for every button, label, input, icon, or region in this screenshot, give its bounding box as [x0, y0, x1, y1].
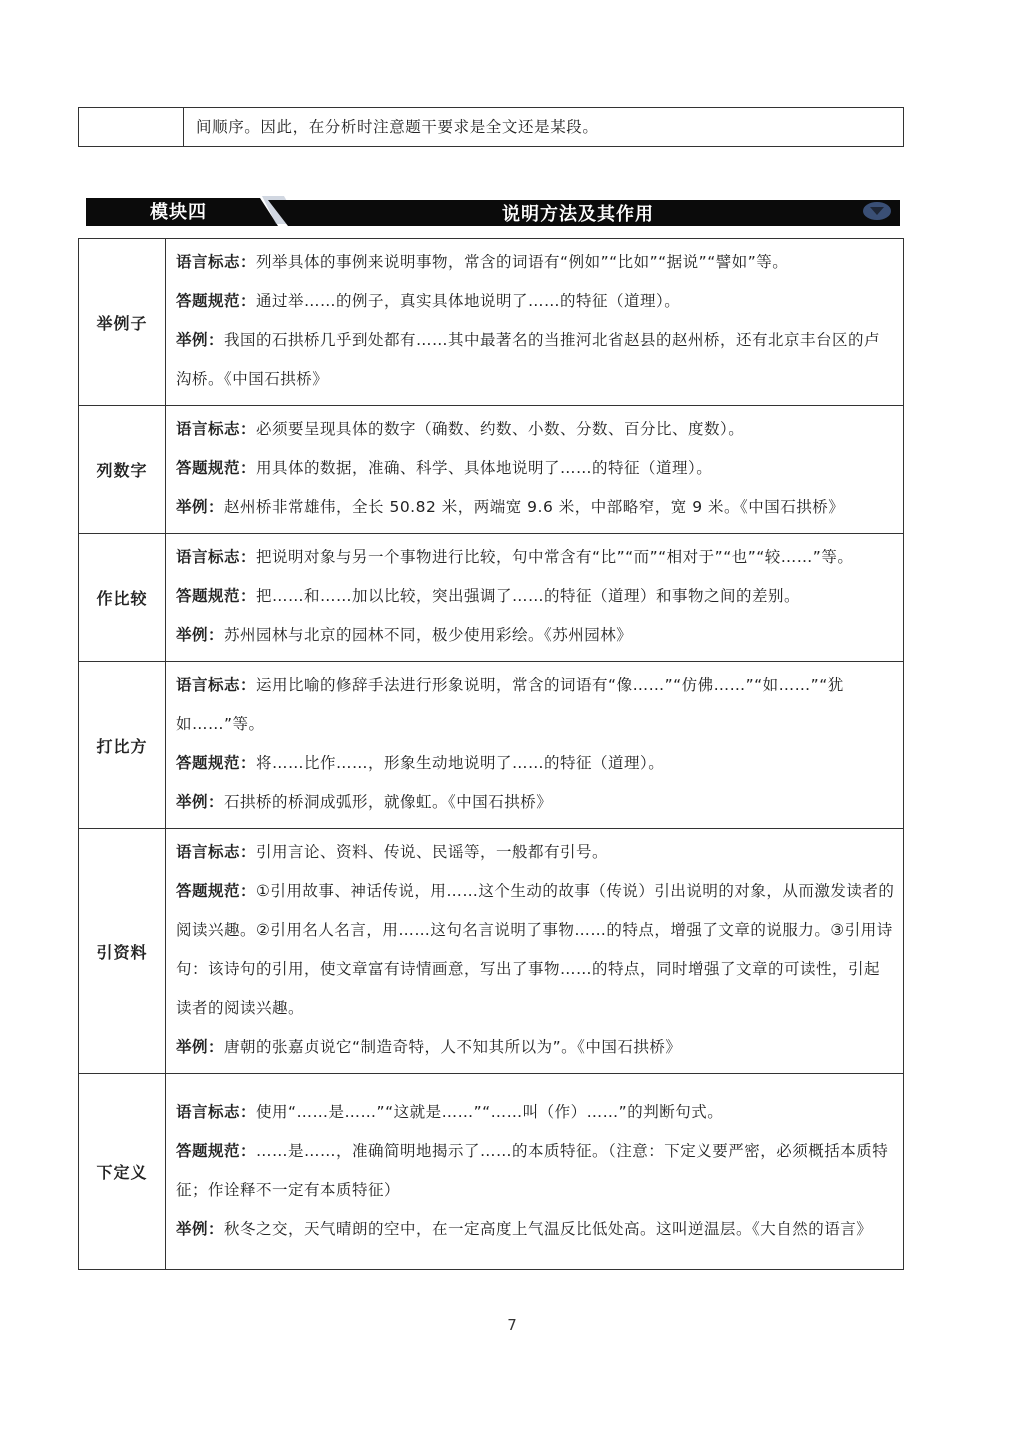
table-row [79, 534, 904, 662]
page-number: 7 [507, 1316, 517, 1334]
method-content [166, 1074, 904, 1270]
banner-background [86, 194, 900, 230]
continued-text: 间顺序。因此，在分析时注意题干要求是全文还是某段。 [196, 118, 599, 136]
list-item: 语言标志：运用比喻的修辞手法进行形象说明，常含的词语有“像……”“仿佛……”“如……”“犹如……”等。 [176, 676, 844, 733]
list-item: 举例：石拱桥的桥洞成弧形，就像虹。《中国石拱桥》 [176, 793, 553, 811]
list-item: 举例：唐朝的张嘉贞说它“制造奇特，人不知其所以为”。《中国石拱桥》 [176, 1038, 682, 1056]
module-title: 说明方法及其作用 [502, 204, 654, 225]
list-item: 语言标志：引用言论、资料、传说、民谣等，一般都有引号。 [176, 843, 609, 861]
method-label: 作比较 [79, 534, 166, 662]
table-row [79, 662, 904, 829]
method-content [166, 829, 904, 1074]
list-item: 答题规范：①引用故事、神话传说，用……这个生动的故事（传说）引出说明的对象，从而激发读者的阅读兴趣。②引用名人名言，用……这句名言说明了事物……的特点，增强了文章的说服力。③引用诗句：该诗句的引用，使文章富有诗情画意，写出了事物……的特点，同时增强了文章的可读性，引起读者的阅读兴趣。 [176, 882, 895, 1017]
methods-table [78, 238, 904, 1270]
table-row [79, 239, 904, 406]
method-content [166, 239, 904, 406]
method-label: 列数字 [79, 406, 166, 534]
list-item: 举例：赵州桥非常雄伟，全长 50.82 米，两端宽 9.6 米，中部略窄，宽 9 米。《中国石拱桥》 [176, 498, 845, 516]
list-item: 答题规范：用具体的数据，准确、科学、具体地说明了……的特征（道理）。 [176, 459, 713, 477]
list-item: 语言标志：必须要呈现具体的数字（确数、约数、小数、分数、百分比、度数）。 [176, 420, 745, 438]
list-item: 答题规范：通过举……的例子，真实具体地说明了……的特征（道理）。 [176, 292, 681, 310]
table-row [79, 1074, 904, 1270]
method-content [166, 406, 904, 534]
list-item: 语言标志：列举具体的事例来说明事物，常含的词语有“例如”“比如”“据说”“譬如”等。 [176, 253, 789, 271]
list-item: 语言标志：使用“……是……”“这就是……”“……叫（作）……”的判断句式。 [176, 1102, 724, 1121]
list-item: 举例：我国的石拱桥几乎到处都有……其中最著名的当推河北省赵县的赵州桥，还有北京丰台区的卢沟桥。《中国石拱桥》 [176, 331, 881, 388]
list-item: 答题规范：把……和……加以比较，突出强调了……的特征（道理）和事物之间的差别。 [176, 587, 801, 605]
table-row [79, 406, 904, 534]
method-label: 引资料 [79, 829, 166, 1074]
method-label: 下定义 [79, 1074, 166, 1270]
list-item: 举例：秋冬之交，天气晴朗的空中，在一定高度上气温反比低处高。这叫逆温层。《大自然的语言》 [176, 1219, 873, 1238]
previous-table-row [78, 107, 904, 147]
list-item: 答题规范：将……比作……，形象生动地说明了……的特征（道理）。 [176, 754, 665, 772]
empty-cell [79, 108, 184, 146]
method-content [166, 534, 904, 662]
method-label: 打比方 [79, 662, 166, 829]
list-item: 举例：苏州园林与北京的园林不同，极少使用彩绘。《苏州园林》 [176, 626, 633, 644]
module-label: 模块四 [150, 202, 207, 223]
table-row [79, 829, 904, 1074]
method-label: 举例子 [79, 239, 166, 406]
list-item: 答题规范：……是……，准确简明地揭示了……的本质特征。（注意：下定义要严密，必须概括本质特征；作诠释不一定有本质特征） [176, 1141, 889, 1199]
list-item: 语言标志：把说明对象与另一个事物进行比较，句中常含有“比”“而”“相对于”“也”“较……”等。 [176, 548, 854, 566]
module-banner [86, 194, 900, 230]
method-content [166, 662, 904, 829]
